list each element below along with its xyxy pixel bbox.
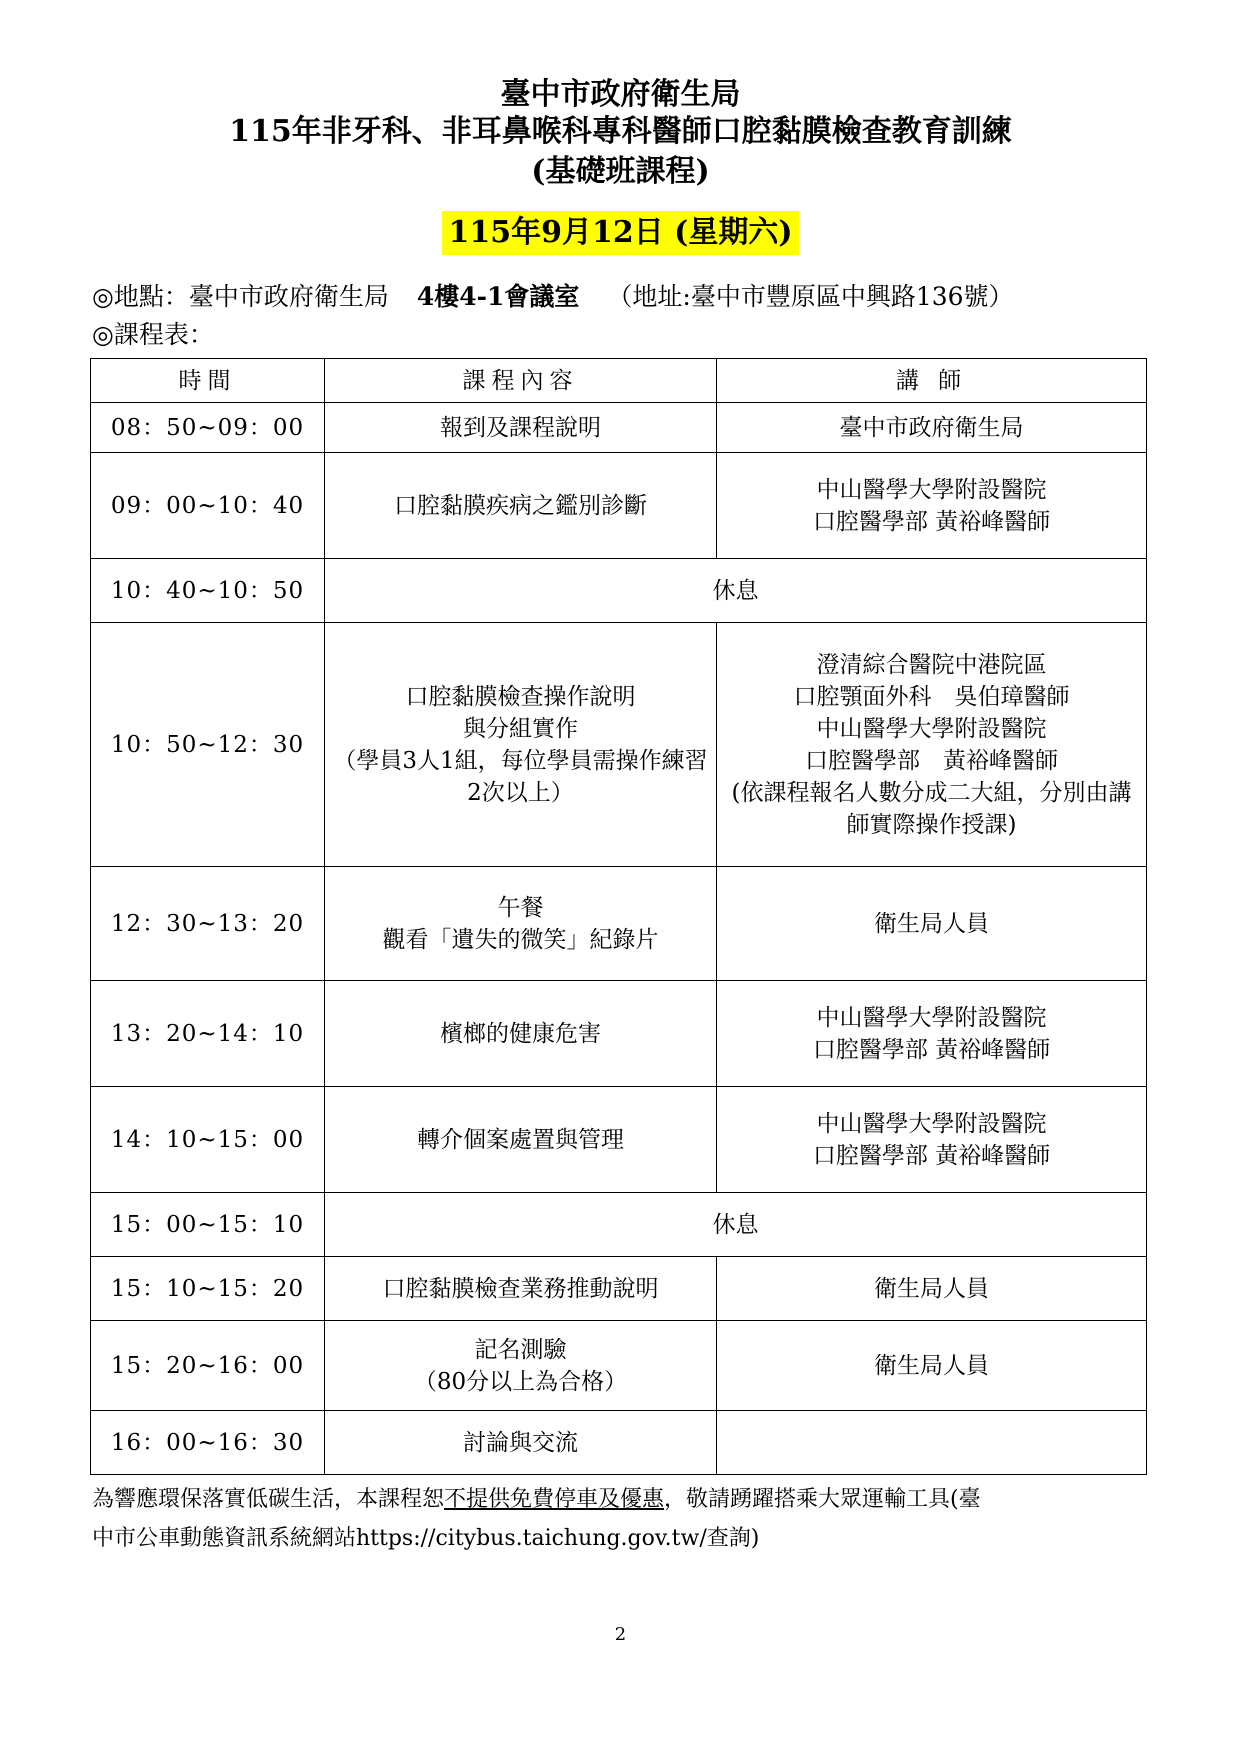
schedule-content — [325, 1087, 717, 1193]
schedule-content — [325, 1411, 717, 1475]
schedule-lecturer-line: 口腔醫學部 黃裕峰醫師 — [805, 747, 1058, 774]
schedule-content-line: 檳榔的健康危害 — [440, 1020, 601, 1047]
transport-note-line2: 中市公車動態資訊系統網站https://citybus.taichung.gov.tw/查詢) — [92, 1526, 760, 1551]
schedule-row — [91, 867, 1147, 981]
schedule-time: 10：50~12：30 — [91, 623, 325, 867]
schedule-time: 16：00~16：30 — [91, 1411, 325, 1475]
schedule-lecturer-line: 臺中市政府衛生局 — [839, 414, 1024, 441]
schedule-lecturer — [717, 453, 1147, 559]
schedule-table — [90, 358, 1147, 1475]
schedule-lecturer — [717, 867, 1147, 981]
schedule-content — [325, 867, 717, 981]
schedule-body — [91, 403, 1147, 1475]
schedule-lecturer-line: (依課程報名人數分成二大組，分別由講師實際操作授課) — [731, 779, 1132, 838]
page-title-course: 115年非牙科、非耳鼻喉科專科醫師口腔黏膜檢查教育訓練 — [229, 114, 1012, 149]
schedule-content-line: 轉介個案處置與管理 — [417, 1126, 624, 1153]
schedule-lecturer-line: 衛生局人員 — [874, 910, 989, 937]
schedule-time: 13：20~14：10 — [91, 981, 325, 1087]
course-date-wrap — [0, 211, 1241, 255]
schedule-content — [325, 623, 717, 867]
schedule-row — [91, 981, 1147, 1087]
schedule-time: 12：30~13：20 — [91, 867, 325, 981]
header-lecturer: 講 師 — [717, 359, 1147, 403]
schedule-row — [91, 623, 1147, 867]
schedule-content-line: 口腔黏膜檢查業務推動說明 — [382, 1275, 659, 1302]
schedule-row — [91, 403, 1147, 453]
schedule-lecturer-line: 口腔顎面外科 吳伯璋醫師 — [793, 683, 1070, 710]
schedule-lecturer — [717, 403, 1147, 453]
schedule-row — [91, 1257, 1147, 1321]
location-room: 4樓4-1會議室 — [416, 282, 580, 311]
schedule-content-line: 討論與交流 — [463, 1429, 578, 1456]
schedule-time: 09：00~10：40 — [91, 453, 325, 559]
schedule-lecturer-line: 中山醫學大學附設醫院 — [816, 476, 1047, 503]
schedule-lecturer — [717, 623, 1147, 867]
schedule-lecturer — [717, 1321, 1147, 1411]
schedule-time: 15：00~15：10 — [91, 1193, 325, 1257]
header-content: 課程內容 — [325, 359, 717, 403]
schedule-lecturer — [717, 1257, 1147, 1321]
page-title-org: 臺中市政府衛生局 — [500, 77, 741, 112]
schedule-lecturer-line: 中山醫學大學附設醫院 — [816, 1110, 1047, 1137]
schedule-content-line: 口腔黏膜疾病之鑑別診斷 — [394, 492, 647, 519]
schedule-lecturer-line: 中山醫學大學附設醫院 — [816, 1004, 1047, 1031]
schedule-row — [91, 1411, 1147, 1475]
schedule-content — [325, 1257, 717, 1321]
transport-note-part1: 為響應環保落實低碳生活，本課程恕 — [92, 1487, 445, 1512]
schedule-lecturer — [717, 1087, 1147, 1193]
schedule-time: 14：10~15：00 — [91, 1087, 325, 1193]
schedule-content-line: 與分組實作 — [463, 715, 578, 742]
schedule-row — [91, 453, 1147, 559]
schedule-lecturer-line: 衛生局人員 — [874, 1352, 989, 1379]
schedule-lecturer-line: 澄清綜合醫院中港院區 — [816, 651, 1047, 678]
schedule-content — [325, 403, 717, 453]
schedule-lecturer-line: 衛生局人員 — [874, 1275, 989, 1302]
schedule-time: 15：20~16：00 — [91, 1321, 325, 1411]
schedule-lecturer-line: 口腔醫學部 黃裕峰醫師 — [812, 1142, 1051, 1169]
schedule-lecturer-line: 中山醫學大學附設醫院 — [816, 715, 1047, 742]
schedule-row — [91, 1193, 1147, 1257]
course-date: 115年9月12日 (星期六) — [442, 211, 798, 255]
schedule-content — [325, 981, 717, 1087]
schedule-lecturer-line: 口腔醫學部 黃裕峰醫師 — [812, 508, 1051, 535]
schedule-content-line: 口腔黏膜檢查操作說明 — [405, 683, 636, 710]
schedule-label: ◎課程表： — [92, 320, 214, 349]
schedule-content-line: （80分以上為合格） — [413, 1368, 628, 1395]
schedule-row — [91, 1321, 1147, 1411]
schedule-time: 15：10~15：20 — [91, 1257, 325, 1321]
location-label: ◎地點：臺中市政府衛生局 — [92, 282, 389, 311]
page-number: 2 — [614, 1624, 627, 1645]
schedule-time: 08：50~09：00 — [91, 403, 325, 453]
schedule-content-line: 午餐 — [497, 894, 544, 921]
header-time: 時間 — [91, 359, 325, 403]
schedule-lecturer — [717, 1411, 1147, 1475]
transport-note-line1 — [92, 1485, 1152, 1515]
schedule-row — [91, 559, 1147, 623]
schedule-break: 休息 — [325, 1193, 1147, 1257]
transport-note-part2: ，敬請踴躍搭乘大眾運輸工具(臺 — [664, 1487, 981, 1512]
location-line — [92, 280, 1014, 314]
schedule-content-line: 報到及課程說明 — [440, 414, 601, 441]
schedule-content — [325, 453, 717, 559]
schedule-content — [325, 1321, 717, 1411]
schedule-content-line: 記名測驗 — [474, 1336, 567, 1363]
schedule-lecturer — [717, 981, 1147, 1087]
transport-note-underlined: 不提供免費停車及優惠 — [444, 1487, 665, 1512]
schedule-header-row — [91, 359, 1147, 403]
page-title-level: (基礎班課程) — [531, 154, 710, 189]
schedule-row — [91, 1087, 1147, 1193]
schedule-time: 10：40~10：50 — [91, 559, 325, 623]
schedule-content-line: （學員3人1組，每位學員需操作練習2次以上） — [333, 747, 708, 806]
schedule-break: 休息 — [325, 559, 1147, 623]
schedule-content-line: 觀看「遺失的微笑」紀錄片 — [382, 926, 659, 953]
location-address: （地址:臺中市豐原區中興路136號） — [607, 282, 1014, 311]
schedule-lecturer-line: 口腔醫學部 黃裕峰醫師 — [812, 1036, 1051, 1063]
